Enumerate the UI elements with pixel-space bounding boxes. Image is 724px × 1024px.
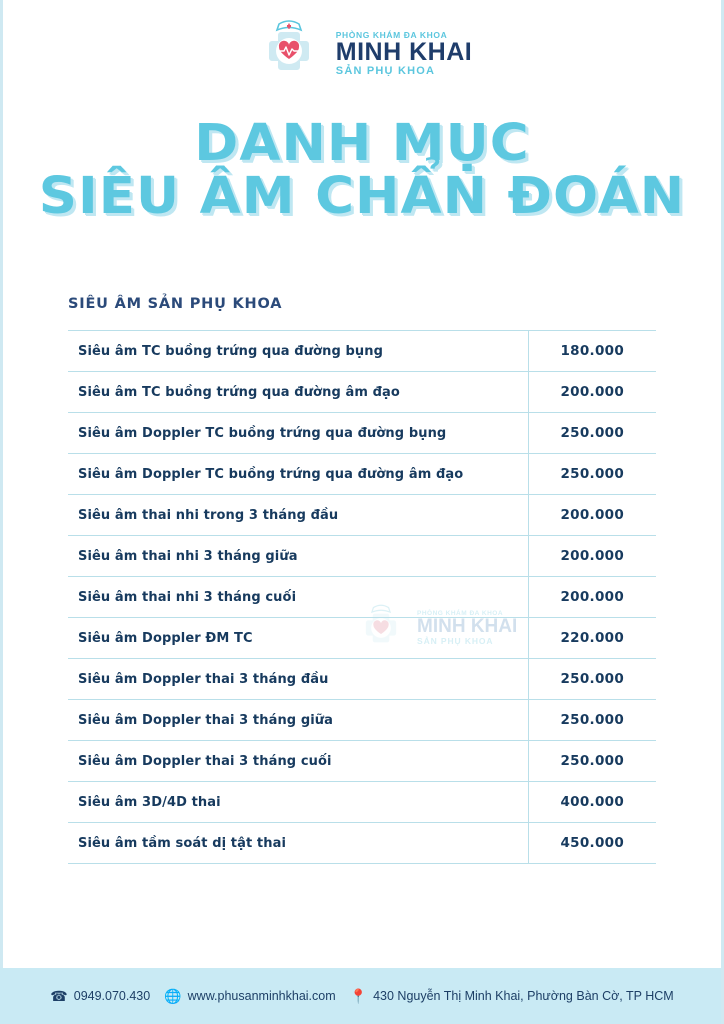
table-row: [68, 659, 656, 700]
page-title-line-2: SIÊU ÂM CHẨN ĐOÁN: [38, 166, 686, 226]
table-row: [68, 454, 656, 495]
service-price-cell: 250.000: [528, 741, 656, 782]
service-price-cell: 250.000: [528, 700, 656, 741]
footer-address-text: 430 Nguyễn Thị Minh Khai, Phường Bàn Cờ, TP HCM: [373, 989, 674, 1003]
service-price-cell: 400.000: [528, 782, 656, 823]
service-name-cell: Siêu âm thai nhi 3 tháng giữa: [68, 536, 528, 577]
service-name-cell: Siêu âm thai nhi trong 3 tháng đầu: [68, 495, 528, 536]
brand-name: MINH KHAI: [335, 38, 473, 67]
section-heading: SIÊU ÂM SẢN PHỤ KHOA: [68, 296, 283, 312]
price-table: [68, 330, 656, 864]
service-name-cell: Siêu âm tầm soát dị tật thai: [68, 823, 528, 864]
footer-website[interactable]: [164, 989, 335, 1003]
service-name-cell: Siêu âm Doppler TC buồng trứng qua đường âm đạo: [68, 454, 528, 495]
service-name-cell: Siêu âm TC buồng trứng qua đường bụng: [68, 331, 528, 372]
brand-sub-line: SẢN PHỤ KHOA: [335, 65, 436, 78]
service-price-cell: 200.000: [528, 495, 656, 536]
watermark-top-line: PHÒNG KHÁM ĐA KHOA: [417, 609, 504, 617]
table-row: [68, 413, 656, 454]
globe-icon: 🌐: [164, 988, 182, 1004]
table-row: [68, 331, 656, 372]
service-price-cell: 250.000: [528, 659, 656, 700]
phone-icon: ☎: [50, 988, 68, 1004]
table-row: [68, 372, 656, 413]
service-price-cell: 250.000: [528, 454, 656, 495]
table-row: [68, 700, 656, 741]
service-name-cell: Siêu âm Doppler thai 3 tháng giữa: [68, 700, 528, 741]
map-pin-icon: 📍: [349, 988, 368, 1004]
service-name-cell: Siêu âm Doppler TC buồng trứng qua đường bụng: [68, 413, 528, 454]
footer-address: [350, 989, 674, 1003]
service-name-cell: Siêu âm thai nhi 3 tháng cuối: [68, 577, 528, 618]
service-name-cell: Siêu âm TC buồng trứng qua đường âm đạo: [68, 372, 528, 413]
footer-phone: [50, 989, 150, 1003]
table-row: [68, 823, 656, 864]
brand-text: [336, 25, 472, 78]
table-row: [68, 741, 656, 782]
table-row: [68, 536, 656, 577]
page-title: [0, 114, 724, 226]
footer-phone-text: 0949.070.430: [73, 989, 151, 1003]
service-name-cell: Siêu âm 3D/4D thai: [68, 782, 528, 823]
service-price-cell: 180.000: [528, 331, 656, 372]
page-title-line-1: DANH MỤC: [194, 114, 530, 173]
service-name-cell: Siêu âm Doppler ĐM TC: [68, 618, 528, 659]
brand-header: [0, 14, 724, 88]
service-price-cell: 200.000: [528, 536, 656, 577]
service-price-cell: 250.000: [528, 413, 656, 454]
medical-cross-heart-logo-icon: [252, 14, 326, 88]
service-name-cell: Siêu âm Doppler thai 3 tháng đầu: [68, 659, 528, 700]
brand-top-line: PHÒNG KHÁM ĐA KHOA: [335, 29, 448, 40]
service-price-cell: 220.000: [528, 618, 656, 659]
table-row: [68, 495, 656, 536]
watermark-sub-line: SẢN PHỤ KHOA: [417, 636, 494, 647]
table-row: [68, 782, 656, 823]
footer-website-text[interactable]: www.phusanminhkhai.com: [187, 989, 336, 1003]
table-row: [68, 577, 656, 618]
service-price-cell: 450.000: [528, 823, 656, 864]
table-row: [68, 618, 656, 659]
service-name-cell: Siêu âm Doppler thai 3 tháng cuối: [68, 741, 528, 782]
service-price-cell: 200.000: [528, 577, 656, 618]
service-price-cell: 200.000: [528, 372, 656, 413]
footer-contact-bar: [0, 968, 724, 1024]
watermark-name: MINH KHAI: [417, 615, 518, 637]
